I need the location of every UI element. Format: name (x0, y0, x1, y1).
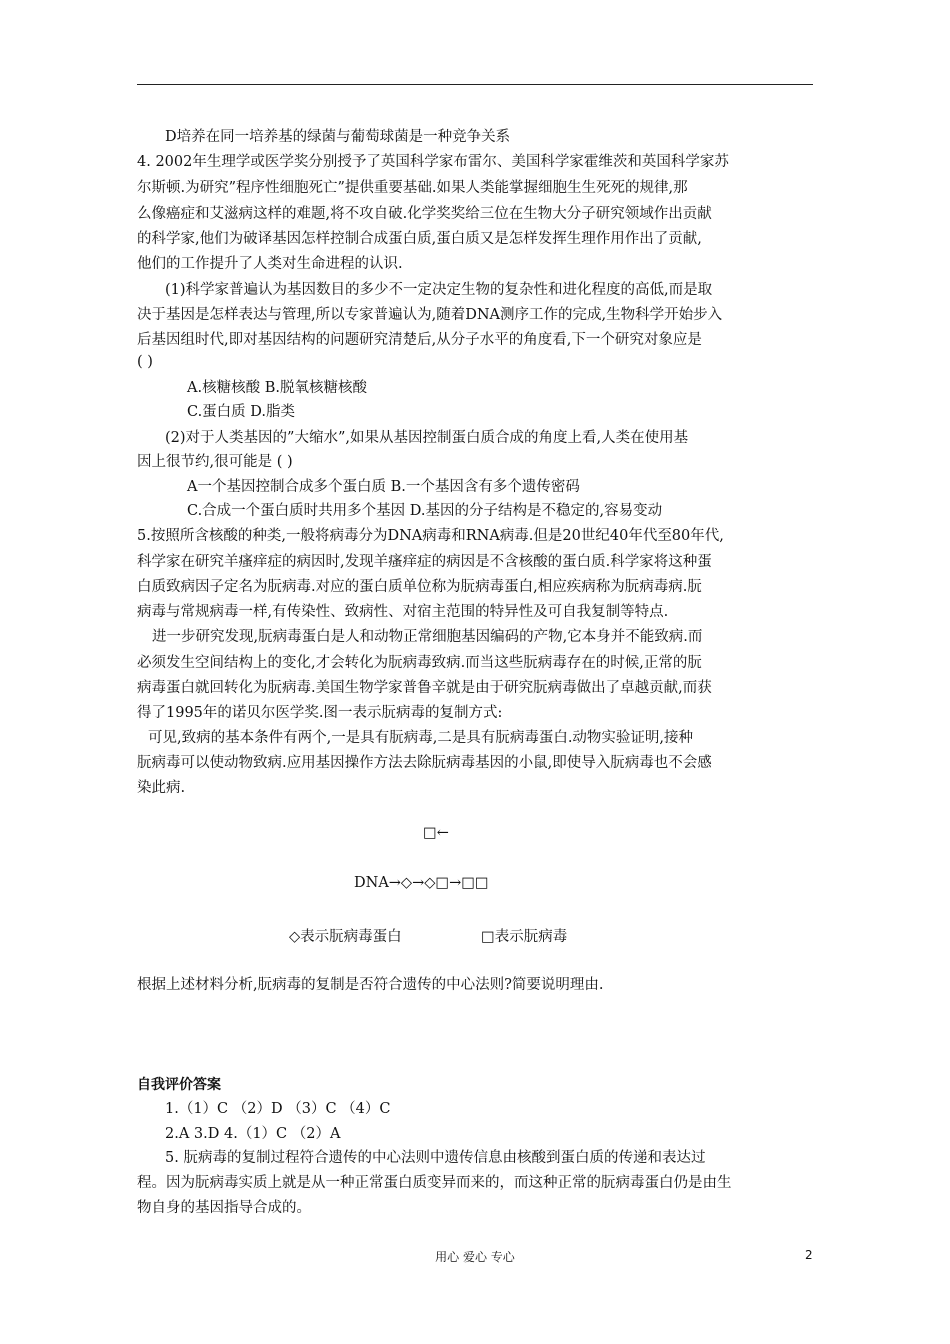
text-line: 5.按照所含核酸的种类,一般将病毒分为DNA病毒和RNA病毒.但是20世纪40年代至80年代, (137, 528, 724, 544)
page-footer: 用心 爱心 专心 (435, 1250, 515, 1264)
text-line: 4. 2002年生理学或医学奖分别授予了英国科学家布雷尔、美国科学家霍维茨和英国科学家苏 (137, 154, 729, 170)
text-line: 决于基因是怎样表达与管理,所以专家普遍认为,随着DNA测序工作的完成,生物科学开始步入 (137, 307, 723, 323)
text-line: 朊病毒可以使动物致病.应用基因操作方法去除朊病毒基因的小鼠,即使导入朊病毒也不会感 (137, 755, 712, 771)
question-text: 根据上述材料分析,朊病毒的复制是否符合遗传的中心法则?简要说明理由. (137, 977, 604, 993)
text-line: 尔斯顿.为研究”程序性细胞死亡”提供重要基础.如果人类能掌握细胞生生死死的规律,那 (137, 180, 688, 196)
answer-line: 5. 朊病毒的复制过程符合遗传的中心法则中遗传信息由核酸到蛋白质的传递和表达过 (165, 1150, 706, 1166)
answer-line: 2.A 3.D 4.（1）C （2）A (165, 1126, 341, 1142)
answer-line: 1.（1）C （2）D （3）C （4）C (165, 1101, 391, 1117)
text-line: 得了1995年的诺贝尔医学奖.图一表示朊病毒的复制方式: (137, 705, 503, 721)
text-line: 白质致病因子定名为朊病毒.对应的蛋白质单位称为朊病毒蛋白,相应疾病称为朊病毒病.朊 (137, 579, 702, 595)
option-line: A.核糖核酸 B.脱氧核糖核酸 (187, 380, 367, 396)
diagram-flow: DNA→◇→◇□→□□ (354, 875, 489, 891)
text-line: 么像癌症和艾滋病这样的难题,将不攻自破.化学奖奖给三位在生物大分子研究领域作出贡献 (137, 206, 712, 222)
text-line: (1)科学家普遍认为基因数目的多少不一定决定生物的复杂性和进化程度的高低,而是取 (165, 282, 713, 298)
text-line: D培养在同一培养基的绿菌与葡萄球菌是一种竞争关系 (165, 129, 511, 145)
text-line: ( ) (137, 354, 153, 370)
text-line: 后基因组时代,即对基因结构的问题研究清楚后,从分子水平的角度看,下一个研究对象应是 (137, 332, 702, 348)
diagram-top: □← (423, 825, 449, 841)
text-line: (2)对于人类基因的”大缩水”,如果从基因控制蛋白质合成的角度上看,人类在使用基 (165, 430, 689, 446)
text-line: 可见,致病的基本条件有两个,一是具有朊病毒,二是具有朊病毒蛋白.动物实验证明,接种 (148, 730, 694, 746)
answers-heading: 自我评价答案 (137, 1077, 221, 1093)
option-line: C.蛋白质 D.脂类 (187, 404, 296, 420)
answer-line: 程。因为朊病毒实质上就是从一种正常蛋白质变异而来的，而这种正常的朊病毒蛋白仍是由生 (137, 1175, 732, 1191)
text-line: 的科学家,他们为破译基因怎样控制合成蛋白质,蛋白质又是怎样发挥生理作用作出了贡献, (137, 231, 702, 247)
legend-square: □表示朊病毒 (481, 929, 568, 945)
option-line: C.合成一个蛋白质时共用多个基因 D.基因的分子结构是不稳定的,容易变动 (187, 503, 663, 519)
header-rule (137, 84, 813, 85)
text-line: 病毒与常规病毒一样,有传染性、致病性、对宿主范围的特异性及可自我复制等特点. (137, 604, 669, 620)
legend-diamond: ◇表示朊病毒蛋白 (289, 929, 402, 945)
answer-line: 物自身的基因指导合成的。 (137, 1200, 311, 1216)
option-line: A一个基因控制合成多个蛋白质 B.一个基因含有多个遗传密码 (187, 479, 580, 495)
text-line: 进一步研究发现,朊病毒蛋白是人和动物正常细胞基因编码的产物,它本身并不能致病.而 (152, 629, 703, 645)
text-line: 他们的工作提升了人类对生命进程的认识. (137, 256, 403, 272)
page-number: 2 (805, 1248, 813, 1262)
text-line: 科学家在研究羊瘙痒症的病因时,发现羊瘙痒症的病因是不含核酸的蛋白质.科学家将这种蛋 (137, 554, 712, 570)
text-line: 病毒蛋白就回转化为朊病毒.美国生物学家普鲁辛就是由于研究朊病毒做出了卓越贡献,而获 (137, 680, 712, 696)
text-line: 因上很节约,很可能是 ( ) (137, 454, 293, 470)
text-line: 必须发生空间结构上的变化,才会转化为朊病毒致病.而当这些朊病毒存在的时候,正常的朊 (137, 655, 702, 671)
text-line: 染此病. (137, 780, 186, 796)
